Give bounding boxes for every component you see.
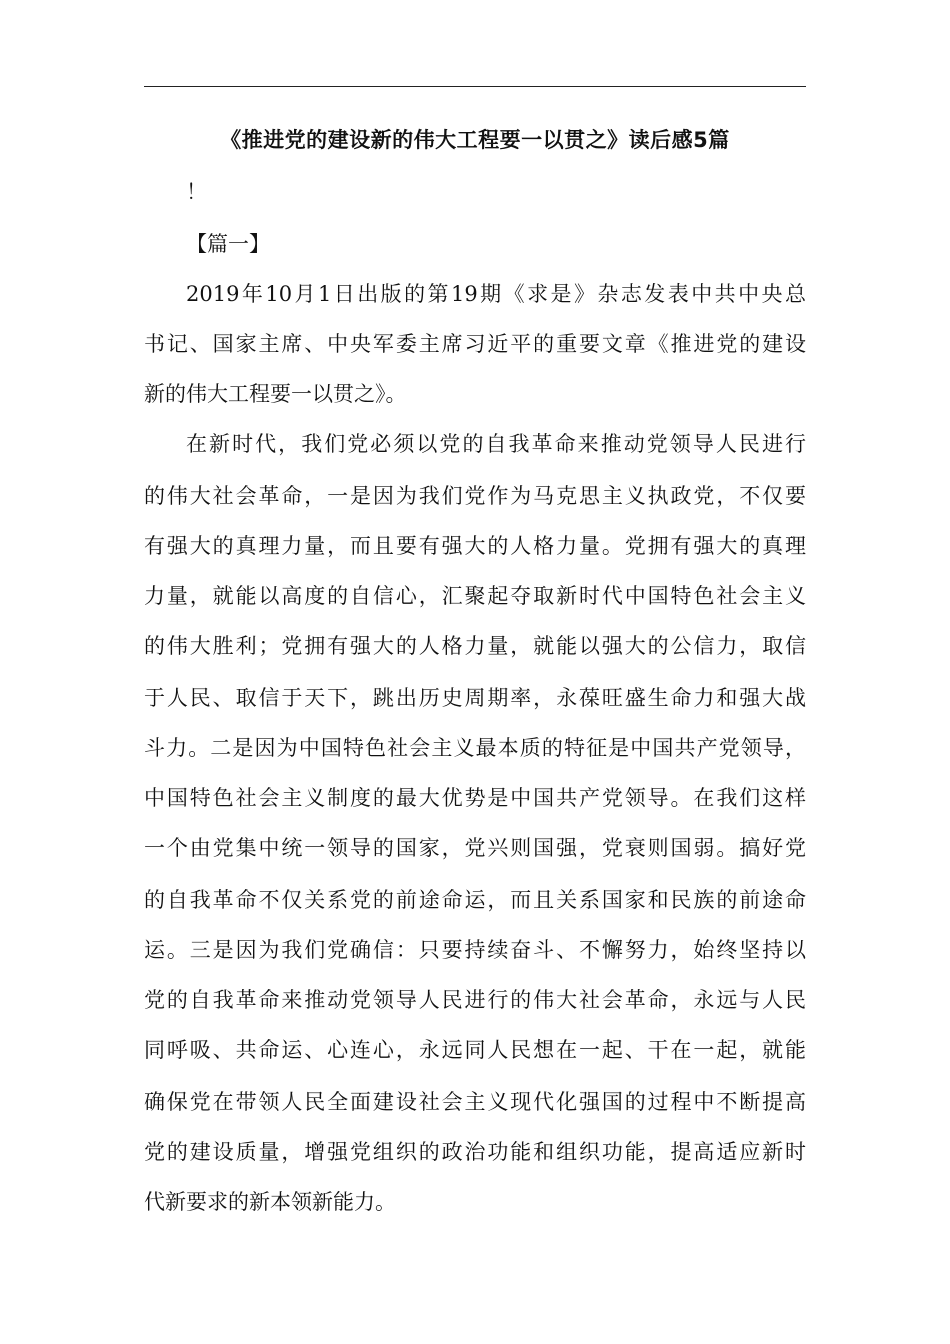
paragraph-line: 的伟大胜利；党拥有强大的人格力量，就能以强大的公信力，取信 (144, 634, 806, 658)
paragraph-line: 新的伟大工程要一以贯之》。 (144, 382, 407, 406)
paragraph-line: 中国特色社会主义制度的最大优势是中国共产党领导。在我们这样 (144, 786, 806, 810)
paragraph-line: 2019年10月1日出版的第19期《求是》杂志发表中共中央总 (186, 282, 806, 306)
paragraph-line: 党的自我革命来推动党领导人民进行的伟大社会革命，永远与人民 (144, 988, 806, 1012)
paragraph-line: 的自我革命不仅关系党的前途命运，而且关系国家和民族的前途命 (144, 888, 806, 912)
paragraph-line: 力量，就能以高度的自信心，汇聚起夺取新时代中国特色社会主义 (144, 584, 806, 608)
paragraph-line: 一个由党集中统一领导的国家，党兴则国强，党衰则国弱。搞好党 (144, 836, 806, 860)
paragraph-line: 书记、国家主席、中央军委主席习近平的重要文章《推进党的建设 (144, 332, 806, 356)
paragraph-line: 党的建设质量，增强党组织的政治功能和组织功能，提高适应新时 (144, 1140, 806, 1164)
document-title: 《推进党的建设新的伟大工程要一以贯之》读后感5篇 (220, 128, 730, 152)
exclamation-mark: ！ (186, 180, 207, 204)
header-rule (144, 86, 806, 87)
paragraph-line: 斗力。二是因为中国特色社会主义最本质的特征是中国共产党领导， (144, 736, 806, 760)
section-heading: 【篇一】 (186, 232, 270, 256)
paragraph-line: 的伟大社会革命，一是因为我们党作为马克思主义执政党，不仅要 (144, 484, 806, 508)
paragraph-line: 有强大的真理力量，而且要有强大的人格力量。党拥有强大的真理 (144, 534, 806, 558)
paragraph-line: 代新要求的新本领新能力。 (144, 1190, 396, 1214)
paragraph-line: 于人民、取信于天下，跳出历史周期率，永葆旺盛生命力和强大战 (144, 686, 806, 710)
paragraph-line: 运。三是因为我们党确信：只要持续奋斗、不懈努力，始终坚持以 (144, 938, 806, 962)
paragraph-line: 同呼吸、共命运、心连心，永远同人民想在一起、干在一起，就能 (144, 1038, 806, 1062)
paragraph-line: 确保党在带领人民全面建设社会主义现代化强国的过程中不断提高 (144, 1090, 806, 1114)
paragraph-line: 在新时代，我们党必须以党的自我革命来推动党领导人民进行 (186, 432, 806, 456)
